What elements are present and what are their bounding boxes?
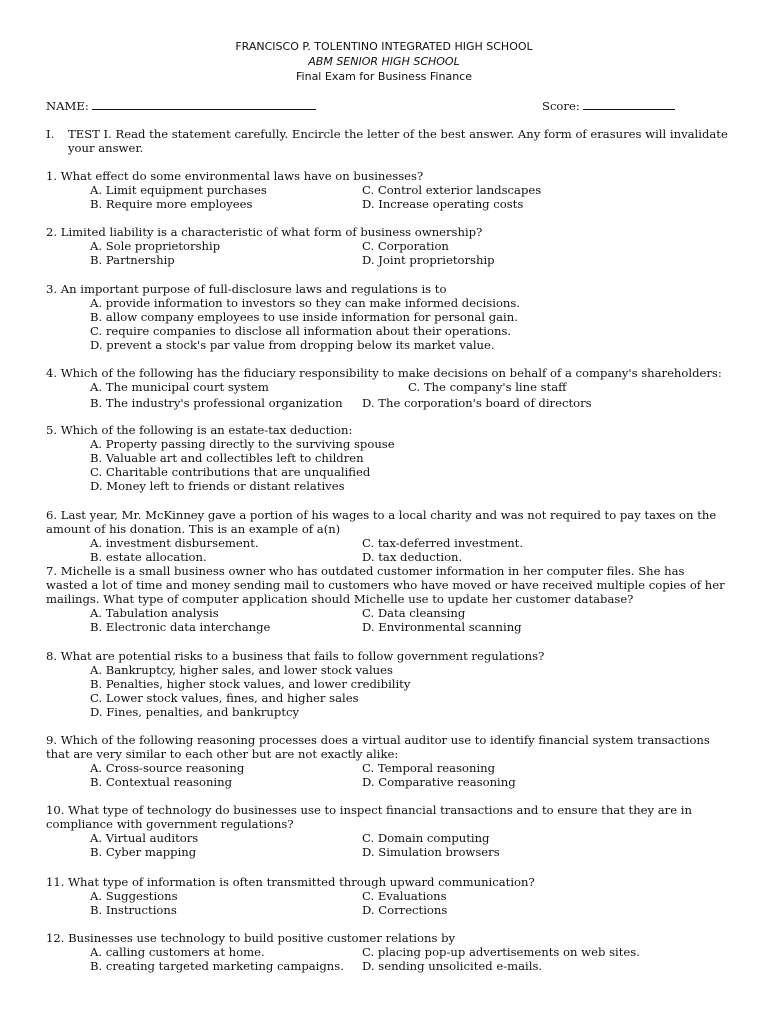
score-label: Score:	[542, 99, 580, 113]
question-8-choice-d[interactable]: D. Fines, penalties, and bankruptcy	[90, 705, 300, 720]
question-9-choice-a[interactable]: A. Cross-source reasoning	[90, 761, 245, 776]
question-7-choice-b[interactable]: B. Electronic data interchange	[90, 620, 271, 635]
question-11-text: 11. What type of information is often transmitted through upward communication?	[46, 875, 535, 889]
question-6-text: amount of his donation. This is an example of a(n)	[46, 522, 341, 537]
question-12-choice-d[interactable]: D. sending unsolicited e-mails.	[362, 959, 543, 974]
department-name: ABM SENIOR HIGH SCHOOL	[308, 55, 460, 68]
question-5-text: 5. Which of the following is an estate-tax deduction:	[46, 423, 353, 437]
question-2-choice-a[interactable]: A. Sole proprietorship	[90, 239, 221, 254]
question-9-choice-c[interactable]: C. Temporal reasoning	[362, 761, 496, 776]
question-3-text: 3. An important purpose of full-disclosure laws and regulations is to	[46, 282, 447, 296]
question-4-choice-b[interactable]: B. The industry's professional organization	[90, 395, 343, 410]
question-11-choice-d[interactable]: D. Corrections	[362, 903, 448, 918]
question-10-choice-c[interactable]: C. Domain computing	[362, 831, 490, 846]
question-9-text: 9. Which of the following reasoning processes does a virtual auditor use to identify financial system transactions	[46, 733, 710, 747]
question-9-choice-b[interactable]: B. Contextual reasoning	[90, 775, 233, 790]
question-3-choice-b[interactable]: B. allow company employees to use inside information for personal gain.	[90, 310, 518, 325]
question-11-choice-a[interactable]: A. Suggestions	[90, 889, 178, 904]
question-5-choice-a[interactable]: A. Property passing directly to the surviving spouse	[90, 437, 395, 452]
question-10-text: compliance with government regulations?	[46, 817, 294, 832]
question-2-choice-d[interactable]: D. Joint proprietorship	[362, 253, 495, 268]
school-name: FRANCISCO P. TOLENTINO INTEGRATED HIGH SCHOOL	[235, 40, 533, 53]
question-6-choice-a[interactable]: A. investment disbursement.	[90, 536, 259, 551]
question-1-choice-b[interactable]: B. Require more employees	[90, 197, 253, 212]
question-8-choice-a[interactable]: A. Bankruptcy, higher sales, and lower stock values	[90, 663, 393, 678]
question-4-text: 4. Which of the following has the fiduciary responsibility to make decisions on behalf of a company's shareholders:	[46, 366, 722, 380]
name-field[interactable]	[46, 98, 316, 113]
question-7-choice-d[interactable]: D. Environmental scanning	[362, 620, 522, 635]
question-4-choice-a[interactable]: A. The municipal court system	[90, 380, 269, 395]
question-5-choice-c[interactable]: C. Charitable contributions that are unqualified	[90, 465, 371, 480]
question-11-choice-c[interactable]: C. Evaluations	[362, 889, 447, 904]
question-1-text: 1. What effect do some environmental laws have on businesses?	[46, 169, 424, 183]
question-3-choice-a[interactable]: A. provide information to investors so they can make informed decisions.	[90, 296, 521, 311]
question-8-text: 8. What are potential risks to a business that fails to follow government regulations?	[46, 649, 545, 663]
name-blank[interactable]	[92, 98, 316, 110]
test-number: I.	[46, 127, 55, 141]
question-5-choice-b[interactable]: B. Valuable art and collectibles left to children	[90, 451, 364, 466]
question-10-choice-a[interactable]: A. Virtual auditors	[90, 831, 199, 846]
score-blank[interactable]	[583, 98, 675, 110]
question-1-choice-d[interactable]: D. Increase operating costs	[362, 197, 524, 212]
question-4-choice-c[interactable]: C. The company's line staff	[408, 380, 567, 395]
question-5-choice-d[interactable]: D. Money left to friends or distant relatives	[90, 479, 345, 494]
question-10-text: 10. What type of technology do businesses use to inspect financial transactions and to ensure that they are in	[46, 803, 692, 817]
question-12-text: 12. Businesses use technology to build positive customer relations by	[46, 931, 456, 945]
question-1-choice-a[interactable]: A. Limit equipment purchases	[90, 183, 267, 198]
question-7-text: wasted a lot of time and money sending mail to customers who have moved or have received multiple copies of her	[46, 578, 725, 593]
question-9-text: that are very similar to each other but are not exactly alike:	[46, 747, 399, 762]
question-6-choice-b[interactable]: B. estate allocation.	[90, 550, 207, 565]
question-7-choice-a[interactable]: A. Tabulation analysis	[90, 606, 219, 621]
question-8-choice-c[interactable]: C. Lower stock values, fines, and higher sales	[90, 691, 359, 706]
name-label: NAME:	[46, 99, 89, 113]
question-3-choice-c[interactable]: C. require companies to disclose all information about their operations.	[90, 324, 512, 339]
question-7-text: 7. Michelle is a small business owner who has outdated customer information in her computer files. She has	[46, 564, 685, 578]
question-12-choice-c[interactable]: C. placing pop-up advertisements on web sites.	[362, 945, 640, 960]
test-instructions: TEST I. Read the statement carefully. Encircle the letter of the best answer. Any form of erasures will invalidate	[68, 127, 728, 141]
question-12-choice-a[interactable]: A. calling customers at home.	[90, 945, 265, 960]
question-2-choice-b[interactable]: B. Partnership	[90, 253, 175, 268]
question-8-choice-b[interactable]: B. Penalties, higher stock values, and lower credibility	[90, 677, 411, 692]
question-9-choice-d[interactable]: D. Comparative reasoning	[362, 775, 516, 790]
score-field[interactable]	[542, 98, 675, 113]
question-6-text: 6. Last year, Mr. McKinney gave a portion of his wages to a local charity and was not required to pay taxes on the	[46, 508, 717, 522]
question-7-text: mailings. What type of computer application should Michelle use to update her customer database?	[46, 592, 634, 607]
question-6-choice-d[interactable]: D. tax deduction.	[362, 550, 463, 565]
question-3-choice-d[interactable]: D. prevent a stock's par value from dropping below its market value.	[90, 338, 495, 353]
question-2-text: 2. Limited liability is a characteristic of what form of business ownership?	[46, 225, 483, 239]
question-12-choice-b[interactable]: B. creating targeted marketing campaigns.	[90, 959, 344, 974]
question-11-choice-b[interactable]: B. Instructions	[90, 903, 177, 918]
question-10-choice-b[interactable]: B. Cyber mapping	[90, 845, 197, 860]
question-6-choice-c[interactable]: C. tax-deferred investment.	[362, 536, 523, 551]
exam-title: Final Exam for Business Finance	[296, 70, 472, 83]
test-instructions-cont: your answer.	[68, 141, 144, 155]
question-2-choice-c[interactable]: C. Corporation	[362, 239, 449, 254]
question-4-choice-d[interactable]: D. The corporation's board of directors	[362, 395, 592, 410]
question-10-choice-d[interactable]: D. Simulation browsers	[362, 845, 500, 860]
question-1-choice-c[interactable]: C. Control exterior landscapes	[362, 183, 542, 198]
question-7-choice-c[interactable]: C. Data cleansing	[362, 606, 466, 621]
